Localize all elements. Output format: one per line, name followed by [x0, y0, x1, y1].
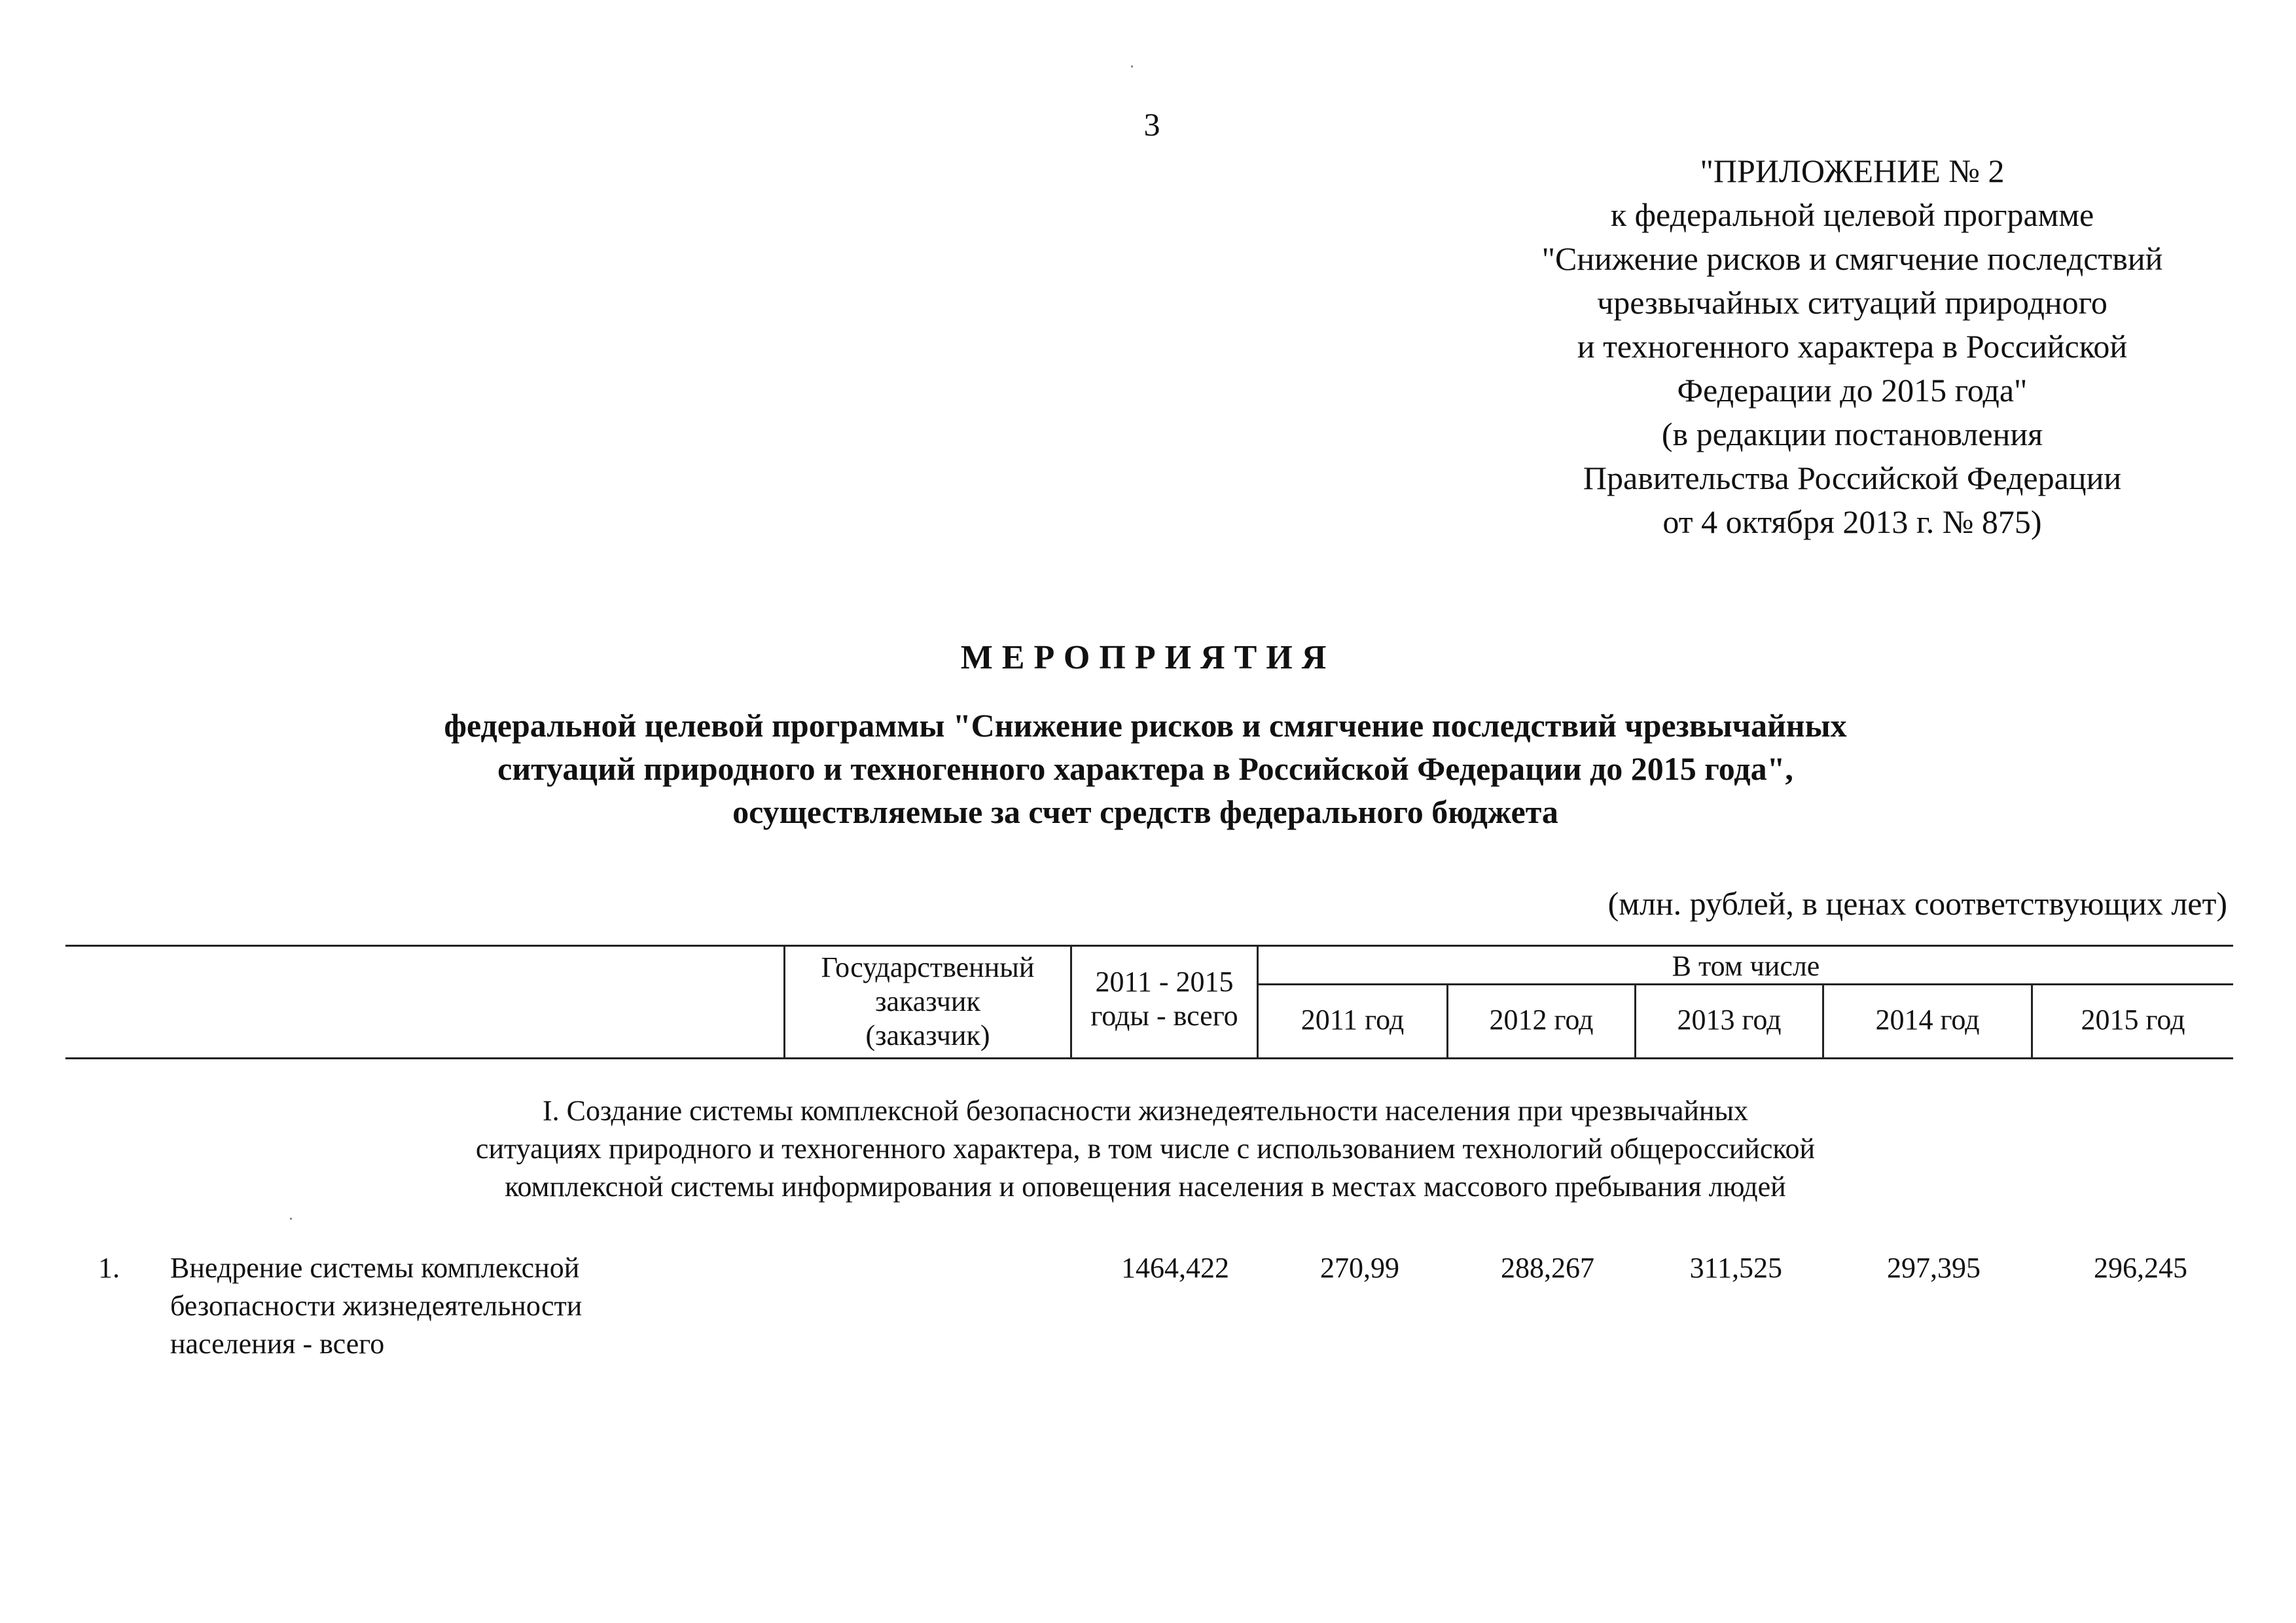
appendix-line: Правительства Российской Федерации — [1583, 460, 2122, 496]
appendix-line: чрезвычайных ситуаций природного — [1597, 284, 2108, 321]
section-title-line: I. Создание системы комплексной безопасности жизнедеятельности населения при чрезвычайных — [542, 1095, 1749, 1127]
header-year-2015: 2015 год — [2081, 1004, 2185, 1036]
row-value-2013: 311,525 — [1689, 1252, 1782, 1284]
appendix-line: Федерации до 2015 года" — [1677, 372, 2028, 409]
subheading-line: ситуаций природного и техногенного характера в Российской Федерации до 2015 года", — [497, 750, 1793, 787]
document-subheading — [196, 704, 2094, 833]
page-number: 3 — [1143, 106, 1160, 143]
header-customer: Государственный заказчик (заказчик) — [821, 951, 1035, 1051]
header-year-2013: 2013 год — [1677, 1004, 1782, 1036]
appendix-line: "Снижение рисков и смягчение последствий — [1541, 240, 2163, 277]
appendix-line: "ПРИЛОЖЕНИЕ № 2 — [1700, 153, 2005, 189]
units-note: (млн. рублей, в ценах соответствующих лет) — [1607, 885, 2227, 922]
row-value-2014: 297,395 — [1887, 1252, 1981, 1284]
scan-speck — [290, 1218, 292, 1220]
row-total: 1464,422 — [1121, 1252, 1229, 1284]
scan-speck — [1131, 65, 1133, 67]
header-year-2012: 2012 год — [1489, 1004, 1594, 1036]
section-title-line: ситуациях природного и техногенного характера, в том числе с использованием технологий общероссийской — [475, 1133, 1816, 1165]
table-header — [65, 945, 2233, 1059]
appendix-line: (в редакции постановления — [1661, 416, 2043, 452]
row-name: Внедрение системы комплексной безопасности жизнедеятельности населения - всего — [170, 1252, 583, 1360]
row-number: 1. — [98, 1252, 120, 1284]
appendix-line: от 4 октября 2013 г. № 875) — [1662, 503, 2042, 540]
row-value-2012: 288,267 — [1501, 1252, 1594, 1284]
section-title — [196, 1092, 2094, 1206]
section-title-line: комплексной системы информирования и оповещения населения в местах массового пребывания людей — [505, 1171, 1786, 1203]
header-including: В том числе — [1672, 950, 1820, 982]
appendix-line: и техногенного характера в Российской — [1577, 328, 2128, 365]
header-year-2014: 2014 год — [1875, 1004, 1980, 1036]
subheading-line: осуществляемые за счет средств федерального бюджета — [732, 793, 1558, 830]
header-total: 2011 - 2015 годы - всего — [1090, 966, 1238, 1032]
header-year-2011: 2011 год — [1300, 1004, 1405, 1036]
row-value-2011: 270,99 — [1320, 1252, 1399, 1284]
subheader-divider — [1258, 983, 2233, 985]
appendix-block — [1466, 149, 2238, 544]
appendix-line: к федеральной целевой программе — [1610, 196, 2094, 233]
document-heading: МЕРОПРИЯТИЯ — [960, 639, 1336, 676]
row-value-2015: 296,245 — [2094, 1252, 2187, 1284]
subheading-line: федеральной целевой программы "Снижение рисков и смягчение последствий чрезвычайных — [444, 707, 1847, 744]
